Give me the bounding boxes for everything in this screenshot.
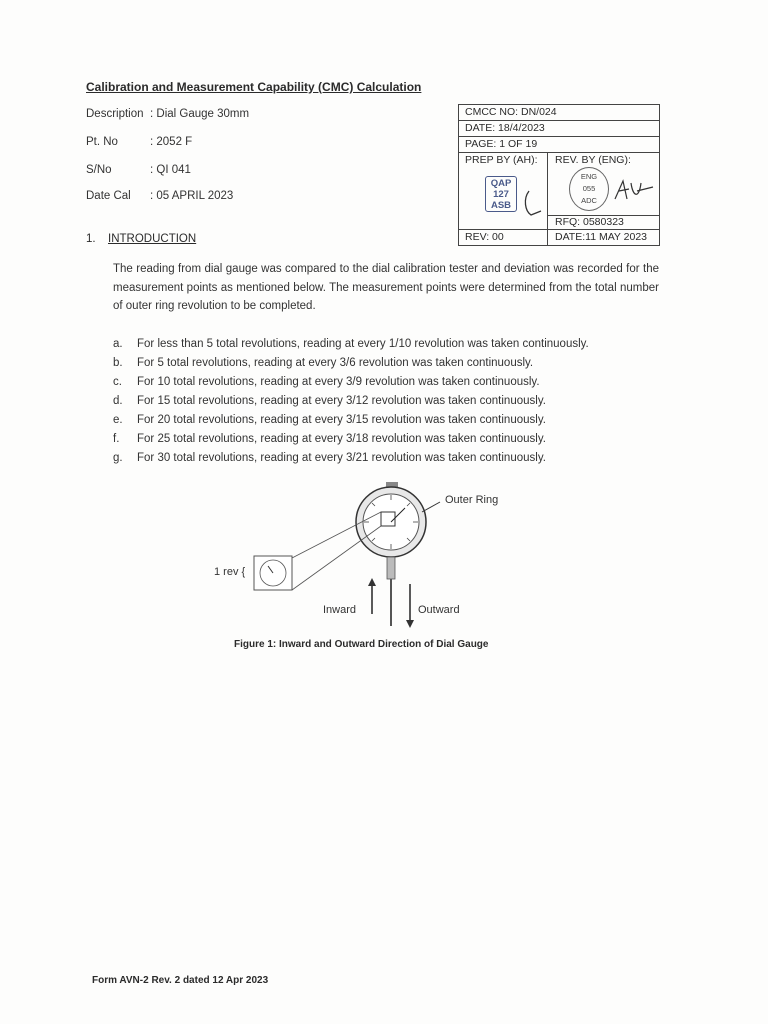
serial-number-label: S/No xyxy=(86,164,112,176)
outward-label: Outward xyxy=(418,604,460,616)
list-item: c. For 10 total revolutions, reading at every 3/9 revolution was taken continuously. xyxy=(113,376,540,388)
outer-ring-label: Outer Ring xyxy=(445,494,499,506)
list-item: e. For 20 total revolutions, reading at every 3/15 revolution was taken continuously. xyxy=(113,414,546,426)
revision-number: REV: 00 xyxy=(465,231,504,243)
document-control-box xyxy=(458,104,660,246)
list-item: b. For 5 total revolutions, reading at every 3/6 revolution was taken continuously. xyxy=(113,357,534,369)
reviewer-signature xyxy=(609,177,655,205)
eng-stamp: ENG 055 ADC xyxy=(569,167,609,211)
list-item: d. For 15 total revolutions, reading at every 3/12 revolution was taken continuously. xyxy=(113,395,546,407)
part-number-label: Pt. No xyxy=(86,136,118,148)
document-date: DATE: 18/4/2023 xyxy=(459,121,659,137)
date-cal-label: Date Cal xyxy=(86,190,131,202)
description-value: : Dial Gauge 30mm xyxy=(150,108,250,120)
prepared-by-label: PREP BY (AH): xyxy=(465,154,538,166)
inward-label: Inward xyxy=(323,604,357,616)
revision-date: DATE:11 MAY 2023 xyxy=(555,231,648,243)
figure-caption: Figure 1: Inward and Outward Direction of Dial Gauge xyxy=(234,639,489,650)
list-item: g. For 30 total revolutions, reading at every 3/21 revolution was taken continuously. xyxy=(113,452,546,464)
list-item: a. For less than 5 total revolutions, reading at every 1/10 revolution was taken continuously. xyxy=(113,338,589,350)
list-item: f. For 25 total revolutions, reading at every 3/18 revolution was taken continuously. xyxy=(113,433,546,445)
qap-stamp: QAP 127 ASB xyxy=(485,176,517,212)
date-cal-value: : 05 APRIL 2023 xyxy=(150,190,234,202)
section-title: INTRODUCTION xyxy=(108,233,197,245)
document-title: Calibration and Measurement Capability (CMC) Calculation xyxy=(86,80,422,94)
reviewed-by-label: REV. BY (ENG): xyxy=(555,154,631,166)
section-number: 1. xyxy=(86,233,96,245)
one-rev-label: 1 rev { xyxy=(214,566,246,578)
serial-number-value: : QI 041 xyxy=(150,164,191,176)
page-count: PAGE: 1 OF 19 xyxy=(459,137,659,153)
description-label: Description xyxy=(86,108,144,120)
form-footer: Form AVN-2 Rev. 2 dated 12 Apr 2023 xyxy=(92,975,269,986)
section-heading xyxy=(86,233,196,245)
part-number-value: : 2052 F xyxy=(150,136,193,148)
cmcc-number: CMCC NO: DN/024 xyxy=(459,105,659,121)
rfq-number: RFQ: 0580323 xyxy=(555,216,624,228)
preparer-signature xyxy=(521,189,543,219)
intro-paragraph: The reading from dial gauge was compared to the dial calibration tester and deviation was recorded for the measurement points as mentioned below. The measurement points were determined from the total number of outer ring revolution to be completed. xyxy=(113,263,659,312)
revolution-list xyxy=(113,335,589,468)
